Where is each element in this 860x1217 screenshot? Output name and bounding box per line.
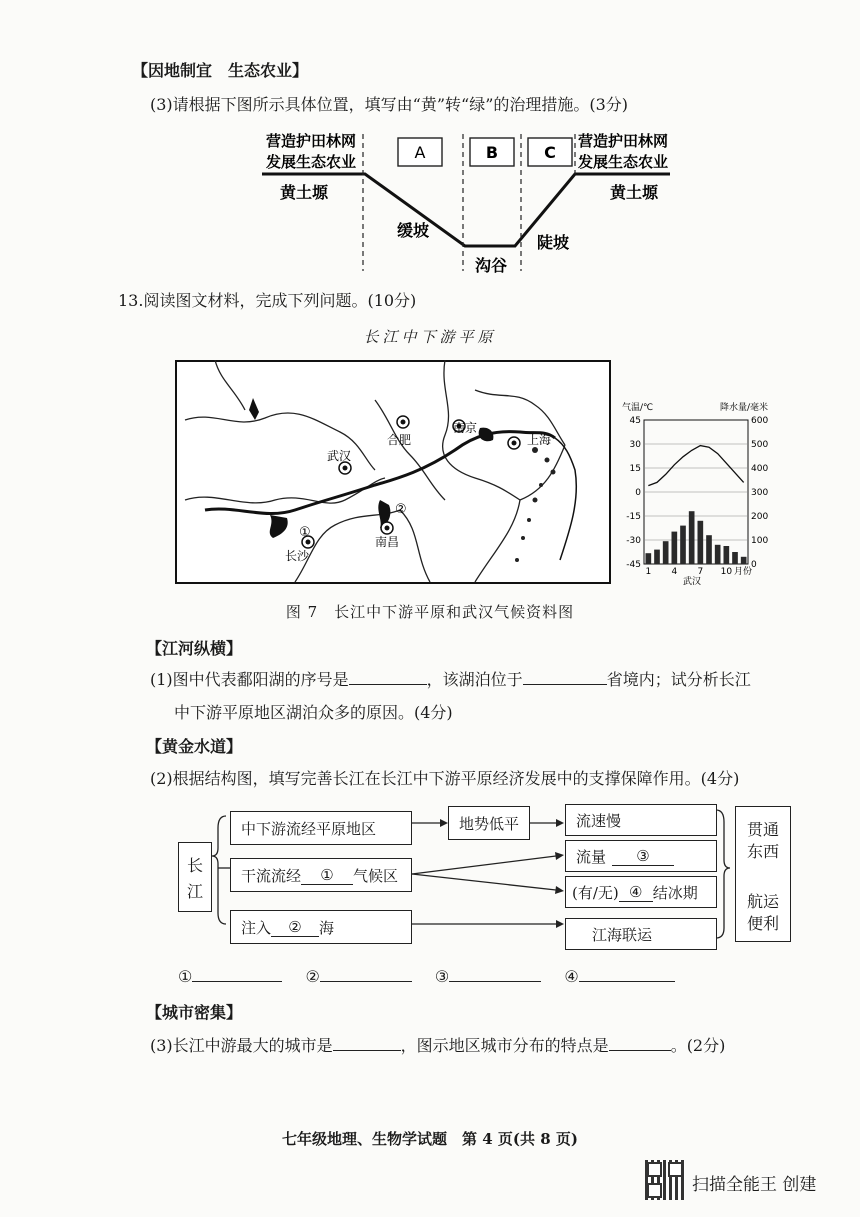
box-r2: [565, 840, 717, 872]
r2-label-a: 流量: [576, 847, 607, 866]
qr-code-icon: [645, 1160, 685, 1200]
month-tick-label: 4: [671, 567, 678, 577]
q1-text-c: 省境内；试分析长江: [606, 670, 751, 689]
precip-bar: [741, 557, 747, 564]
left-plateau-label: 黄土塬: [280, 183, 329, 202]
box-r3: [565, 876, 717, 908]
precip-bar: [654, 550, 660, 564]
figure-caption: 图 7 长江中下游平原和武汉气候资料图: [285, 603, 575, 621]
temp-curve: [648, 446, 743, 486]
blank-3[interactable]: [612, 847, 674, 866]
left-tick-label: 30: [629, 440, 641, 450]
right-measure-line2: 发展生态农业: [578, 153, 669, 171]
question-2: (2)根据结构图，填写完善长江在长江中下游平原经济发展中的支撑保障作用。(4分): [150, 769, 740, 788]
question-13-intro: 13.阅读图文材料，完成下列问题。(10分): [118, 291, 417, 310]
temp-axis-label: 气温/℃: [622, 403, 654, 413]
blank-4[interactable]: [619, 883, 653, 902]
box-a-label: A: [414, 143, 426, 162]
month-unit-label: 月份: [734, 567, 753, 577]
blank-1[interactable]: [301, 866, 353, 885]
outcome-2: 航运便利: [746, 892, 779, 933]
blank-2-mark: ②: [288, 917, 302, 936]
label-hefei: 合肥: [387, 433, 412, 447]
steep-slope-label: 陡坡: [537, 233, 570, 252]
box-row3: [230, 910, 412, 944]
box-r1: [565, 804, 717, 836]
precip-bar: [646, 553, 652, 564]
chart-grid: [644, 420, 748, 564]
q1-text-a: (1)图中代表鄱阳湖的序号是: [150, 670, 349, 689]
left-tick-label: 0: [635, 488, 641, 498]
box-row2: [230, 858, 412, 892]
precip-bar: [689, 511, 695, 564]
left-ticks: [626, 416, 641, 570]
answer-blank-province[interactable]: [523, 668, 607, 685]
box-r4: [565, 918, 717, 950]
question-3-profile: (3)请根据下图所示具体位置，填写由“黄”转“绿”的治理措施。(3分): [150, 95, 629, 114]
answer-blank-3[interactable]: [449, 965, 541, 982]
month-tick-label: 10: [720, 567, 733, 577]
city-wuhan: [339, 462, 351, 474]
page-footer: 七年级地理、生物学试题 第 4 页(共 8 页): [282, 1130, 578, 1148]
answer-mark-2: ②: [305, 967, 320, 986]
answer-blank-distribution[interactable]: [609, 1034, 671, 1051]
lake-mark-1: ①: [299, 525, 311, 540]
box-c-label: C: [544, 143, 556, 162]
right-tick-label: 300: [751, 488, 769, 498]
loess-profile-diagram: [230, 126, 700, 276]
answer-mark-3: ③: [434, 967, 450, 986]
precip-bars: [646, 511, 747, 564]
left-tick-label: -15: [626, 512, 641, 522]
section-header-rivers: 【江河纵横】: [146, 639, 243, 658]
label-nanchang: 南昌: [375, 535, 400, 549]
city-nanchang: [381, 522, 393, 534]
question-3-cities: [150, 1033, 725, 1056]
right-tick-label: 600: [751, 416, 769, 426]
lake-mark-2: ②: [395, 502, 407, 517]
precip-bar: [680, 526, 686, 564]
q1-text-b: ，该湖泊位于: [426, 670, 523, 689]
section-header-ecology: 【因地制宜 生态农业】: [132, 61, 309, 80]
box-row1: [230, 811, 412, 845]
answer-blank-largest-city[interactable]: [333, 1034, 401, 1051]
box-mid-terrain: [448, 806, 530, 840]
left-tick-label: 45: [629, 416, 641, 426]
blank-3-mark: ③: [636, 846, 650, 865]
precip-axis-label: 降水量/毫米: [720, 403, 769, 413]
row1-label: 中下游流经平原地区: [241, 819, 377, 838]
left-tick-label: -30: [626, 536, 641, 546]
answer-blank-2[interactable]: [320, 965, 412, 982]
q3-text-b: ，图示地区城市分布的特点是: [400, 1036, 609, 1055]
left-measure-line2: 发展生态农业: [266, 153, 357, 171]
precip-bar: [732, 552, 738, 564]
right-measure-line1: 营造护田林网: [578, 132, 669, 150]
root-label: 长江: [186, 856, 203, 901]
right-tick-label: 200: [751, 512, 769, 522]
r3-label-a: (有/无): [572, 883, 619, 902]
section-header-waterway: 【黄金水道】: [146, 737, 243, 756]
q3-text-a: (3)长江中游最大的城市是: [150, 1036, 333, 1055]
precip-bar: [698, 521, 704, 564]
label-nanjing: 南京: [453, 421, 478, 435]
wuhan-climate-chart: [620, 396, 770, 586]
gentle-slope-label: 缓坡: [397, 221, 430, 240]
precip-bar: [672, 532, 678, 564]
yangtze-plain-map: [175, 360, 611, 584]
r1-label: 流速慢: [576, 811, 622, 830]
answer-mark-4: ④: [564, 967, 579, 986]
station-label: 武汉: [683, 577, 702, 586]
city-hefei: [397, 416, 409, 428]
month-tick-label: 1: [645, 567, 652, 577]
right-plateau-label: 黄土塬: [610, 183, 659, 202]
question-1-line2: 中下游平原地区湖泊众多的原因。(4分): [174, 703, 453, 722]
label-wuhan: 武汉: [327, 449, 352, 463]
scanner-watermark: 扫描全能王 创建: [692, 1175, 817, 1195]
answer-blank-4[interactable]: [579, 965, 675, 982]
blank-2[interactable]: [271, 918, 319, 937]
left-measure-line1: 营造护田林网: [266, 132, 357, 150]
month-tick-label: 7: [697, 567, 704, 577]
section-header-cities: 【城市密集】: [146, 1003, 243, 1022]
map-title: 长江中下游平原: [363, 328, 497, 346]
answer-mark-1: ①: [178, 967, 193, 986]
precip-bar: [715, 545, 721, 564]
label-shanghai: 上海: [527, 433, 552, 447]
right-tick-label: 400: [751, 464, 769, 474]
left-tick-label: -45: [626, 560, 641, 570]
month-ticks: [645, 565, 752, 577]
q3-text-c: 。(2分): [670, 1036, 726, 1055]
precip-bar: [663, 541, 669, 564]
row2-label-a: 干流流经: [241, 866, 302, 885]
right-tick-label: 500: [751, 440, 769, 450]
gully-label: 沟谷: [475, 256, 508, 275]
right-tick-label: 0: [751, 560, 757, 570]
precip-bar: [724, 546, 730, 564]
row2-label-b: 气候区: [353, 866, 399, 885]
r4-label: 江海联运: [592, 925, 653, 944]
outcome-box: [735, 806, 791, 942]
blank-1-mark: ①: [320, 865, 334, 884]
box-b-label: B: [485, 143, 499, 162]
r3-label-b: 结冰期: [652, 883, 698, 902]
blank-4-mark: ④: [629, 882, 643, 901]
row3-label-a: 注入: [241, 918, 272, 937]
mid-label: 地势低平: [459, 814, 520, 833]
outcome-1: 贯通东西: [746, 820, 779, 861]
root-box-changjiang: [178, 842, 212, 912]
right-ticks: [751, 416, 768, 570]
row3-label-b: 海: [319, 918, 335, 937]
left-tick-label: 15: [629, 464, 641, 474]
answer-blank-1[interactable]: [192, 965, 282, 982]
precip-bar: [706, 535, 712, 564]
question-1-line1: [150, 667, 751, 690]
right-tick-label: 100: [751, 536, 769, 546]
answer-blank-lake-number[interactable]: [349, 668, 427, 685]
city-shanghai: [508, 437, 520, 449]
answer-blanks-row: [178, 965, 675, 986]
label-changsha: 长沙: [285, 549, 310, 563]
